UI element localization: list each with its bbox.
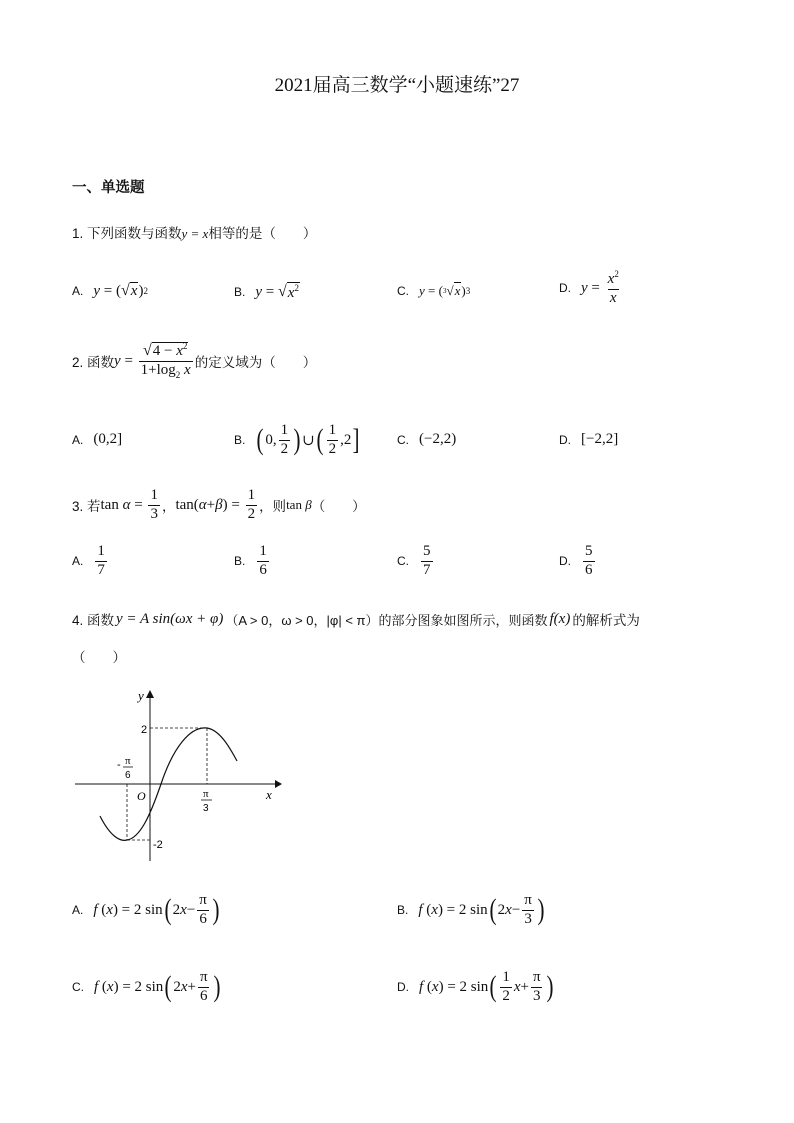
question-3-stem [72, 488, 366, 523]
q4-option-a-math: f ( x ) = 2 sin ( 2 x − $\frac{\pi}{6}$ ) [93, 892, 220, 927]
option-label: A. [72, 903, 84, 918]
q1-option-b-math: y = √ $x^2$ [255, 283, 299, 301]
q4-option-d[interactable] [397, 970, 555, 1005]
q4-option-a[interactable] [72, 893, 221, 928]
max-label: 2 [141, 724, 148, 736]
q4-function: y = A sin(ωx + φ) [116, 610, 224, 627]
q4-fx: f(x) [549, 610, 571, 627]
y-axis-arrow [146, 690, 154, 698]
q1-option-b[interactable] [234, 282, 300, 302]
option-label: C. [397, 432, 409, 447]
q4-option-d-math: f ( x ) = 2 sin ( $\frac{1}{2}$ x + $\frac{\pi}{3}$ ) [419, 969, 554, 1004]
q1-option-d[interactable] [559, 270, 623, 307]
q4-tail-text: 的解析式为 [572, 613, 640, 628]
q3-stem-text: 3. 若 [72, 499, 101, 515]
q1-option-a-math: y = ( √ x ) 2 [93, 282, 148, 299]
q3-option-b[interactable] [234, 544, 271, 579]
q3-tan-beta: tan β [286, 497, 312, 513]
q2-option-d-math: [−2,2] [581, 431, 619, 447]
q4-option-b[interactable] [397, 893, 546, 928]
question-4-stem [72, 609, 640, 629]
q3-option-d-math: $\frac{5}{6}$ [585, 543, 593, 578]
q1-option-a[interactable] [72, 282, 148, 300]
option-label: B. [234, 285, 246, 299]
q3-tan-alpha: tan α = $\frac{1}{3}$ [100, 487, 158, 522]
option-label: B. [234, 433, 246, 448]
page-title: 2021届高三数学“小题速练”27 [274, 75, 520, 96]
question-4-paren: （ ） [72, 650, 126, 665]
question-2-stem [72, 342, 316, 380]
q2-option-b[interactable] [234, 423, 361, 458]
q2-option-d[interactable] [559, 431, 618, 448]
q2-option-a[interactable] [72, 431, 122, 448]
q3-option-d[interactable] [559, 544, 597, 579]
option-label: A. [72, 284, 84, 298]
q4-stem-text: 4. 函数 [72, 613, 115, 628]
option-label: C. [72, 980, 84, 995]
option-label: C. [397, 554, 409, 569]
q4-option-c-math: f ( x ) = 2 sin ( 2 x + $\frac{\pi}{6}$ ) [94, 969, 221, 1004]
q2-option-b-math: ( 0, $\frac{1}{2}$ ) ∪ ( $\frac{1}{2}$ ,2 ] [256, 422, 360, 457]
q1-option-c[interactable] [397, 282, 470, 299]
q2-option-a-math: (0,2] [93, 431, 123, 447]
sine-graph [70, 686, 285, 866]
x-axis-label: x [266, 787, 272, 802]
q1-option-d-math: y = $\frac{x^2}{x}$ [581, 269, 619, 306]
q2-option-c-math: (−2,2) [419, 431, 457, 447]
q4-condition: （A > 0，ω > 0，|φ| < π）的部分图象如图所示，则函数 [225, 612, 548, 628]
neg-pi: π [125, 755, 131, 767]
q1-tail-text: 相等的是（ ） [208, 226, 317, 241]
neg-sign: - [117, 759, 121, 771]
q3-option-c[interactable] [397, 544, 435, 579]
neg-den: 6 [125, 770, 131, 781]
q3-then: ，则 [259, 499, 287, 515]
q1-option-c-math: y = ( 3 √ x ) 3 [419, 282, 471, 298]
section-heading: 一、单选题 [72, 180, 145, 196]
min-label: -2 [153, 839, 163, 851]
origin-label: O [137, 789, 146, 803]
option-label: D. [559, 554, 571, 569]
q2-tail-text: 的定义域为（ ） [194, 355, 317, 371]
q1-function: y = x [181, 226, 209, 241]
question-1-stem [72, 222, 316, 242]
option-label: D. [397, 980, 409, 995]
x-axis-arrow [275, 780, 282, 788]
pos-den: 3 [203, 803, 209, 814]
option-label: A. [72, 554, 84, 569]
q3-option-a[interactable] [72, 544, 109, 579]
option-label: B. [397, 903, 409, 918]
option-label: B. [234, 554, 246, 569]
q4-option-c[interactable] [72, 970, 222, 1005]
option-label: C. [397, 283, 409, 298]
q2-function: y = $\frac{√4 - x^2}{1+\log_2 x}$ [114, 341, 191, 380]
q1-stem-text: 1. 下列函数与函数 [72, 226, 182, 241]
q4-option-b-math: f ( x ) = 2 sin ( 2 x − $\frac{\pi}{3}$ ) [418, 892, 545, 927]
y-axis-label: y [138, 688, 144, 703]
q3-tan-sum: tan( α + β ) = $\frac{1}{2}$ [175, 487, 256, 522]
q3-option-c-math: $\frac{5}{7}$ [423, 543, 431, 578]
pos-pi: π [203, 788, 209, 800]
q2-stem-text: 2. 函数 [72, 355, 115, 371]
option-label: A. [72, 432, 84, 447]
option-label: D. [559, 281, 571, 296]
option-label: D. [559, 432, 571, 447]
q3-option-a-math: $\frac{1}{7}$ [97, 543, 105, 578]
q3-option-b-math: $\frac{1}{6}$ [259, 543, 267, 578]
q3-comma: ， [161, 499, 176, 515]
q3-tail-text: （ ） [311, 499, 366, 515]
q2-option-c[interactable] [397, 431, 456, 448]
